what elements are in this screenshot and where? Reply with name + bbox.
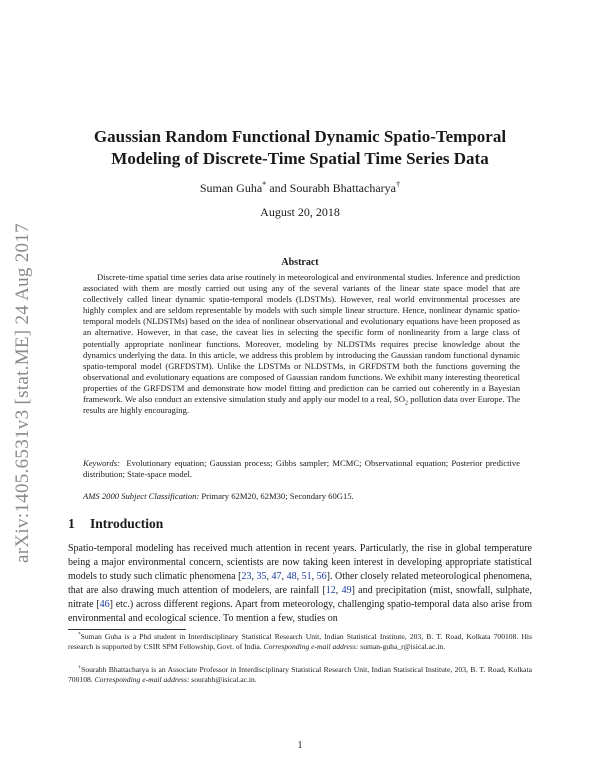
ams-text: Primary 62M20, 62M30; Secondary 60G15.: [201, 491, 354, 501]
arxiv-stamp-text: arXiv:1405.6531v3 [stat.ME] 24 Aug 2017: [12, 223, 33, 563]
citation-link[interactable]: 47: [271, 571, 282, 583]
paper-date: August 20, 2018: [260, 205, 340, 219]
abstract-text: [83, 272, 520, 416]
section-number: 1: [68, 516, 75, 531]
keywords-label: Keywords:: [83, 458, 120, 468]
author-2-mark: †: [395, 180, 401, 189]
author-1: Suman Guha: [199, 181, 263, 195]
section-heading: [68, 516, 163, 532]
citation-link[interactable]: 23: [241, 571, 252, 583]
intro-text-4: ] etc.) across different regions. Apart from meteorology, challenging spatio-temporal data also arise from environmental and ecological science. To mention a few, studies on: [68, 599, 533, 625]
authors-line: [60, 181, 540, 196]
citation-link[interactable]: 56: [316, 571, 327, 583]
footnote-2-mark: †: [78, 664, 82, 671]
keywords: [83, 458, 520, 480]
footnote-1-email[interactable]: suman-guha_r@isical.ac.in.: [360, 642, 446, 652]
ams-classification: [83, 491, 354, 502]
intro-text-1: Spatio-temporal modeling has received much attention in recent years. Particularly, the rise in global temperature being a major environmental concern, scientists are now taking keen interest in developing appropriate statistical models to study such climatic phenomena [: [68, 543, 532, 583]
abstract-text-b: pollution data over Europe. The results are highly encouraging.: [83, 394, 521, 416]
intro-paragraph: Spatio-temporal modeling has received much attention in recent years. Particularly, the rise in global temperature being a major environmental concern, scientists are now taking keen interest in developing appropriate statistical models to study such climatic phenomena [23, 35, 47, 48, 51, 56]. Other closely related meteorological phenomena, that are also drawing much attention of modelers, are rainfall [12, 49] and precipitation (mist, snowfall, sulphate, nitrate [46] etc.) across different regions. Apart from meteorology, challenging spatio-temporal data also arise from environmental and ecological science. To mention a few, studies on: [68, 543, 533, 625]
footnote-rule: [68, 629, 186, 630]
author-2: Sourabh Bhattacharya: [289, 181, 396, 195]
footnote-1-mark: *: [78, 631, 81, 638]
footnote-1-text: Suman Guha is a Phd student in Interdisciplinary Statistical Research Unit, Indian Statistical Institute, 203, B. T. Road, Kolkata 700108. His research is supported by CSIR SPM Fellowship, Govt. of India.: [68, 632, 532, 652]
footnote-2-email[interactable]: sourabh@isical.ac.in.: [191, 675, 257, 685]
paper-title: Gaussian Random Functional Dynamic Spatio-Temporal Modeling of Discrete-Time Spatial Time Series Data: [93, 127, 507, 168]
page-number: 1: [297, 740, 303, 751]
abstract-text-a: Discrete-time spatial time series data arise routinely in meteorological and environmental studies. Inference and prediction associated with them are mostly carried out using any of the several variants of the linear state space model that are collectively called linear dynamic spatio-temporal models (LDSTMs). However, real world environmental processes are highly complex and are seldom representable by models with such simple linear structure. Hence, nonlinear dynamic spatio-temporal models (NLDSTMs) based on the idea of nonlinear observational and evolutionary equations have been proposed as an alternative. However, in that case, the caveat lies in selecting the specific form of nonlinearity from a large class of potentially appropriate nonlinear functions. Moreover, modeling by NLDSTMs requires precise knowledge about the dynamics underlying the data. In this article, we address this problem by introducing the Gaussian random functional dynamic spatio-temporal model (GRFDSTM). Unlike the LDSTMs or NLDSTMs, in GRFDSTM both the functions governing the observational and evolutionary equations are composed of Gaussian random functions. We exhibit many interesting theoretical properties of the GRFDSTM and demonstrate how model fitting and prediction can be carried out coherently in a Bayesian framework. We also conduct an extensive simulation study and apply our model to a real, SO: [83, 272, 520, 405]
arxiv-stamp: [14, 198, 32, 563]
ams-label: AMS 2000 Subject Classification:: [83, 491, 200, 501]
intro-text-2: ]. Other closely related meteorological phenomena, that are also drawing much attention of modelers, are rainfall [: [68, 571, 532, 597]
footnote-1: [68, 632, 532, 652]
citation-link[interactable]: 35: [256, 571, 267, 583]
citation-link[interactable]: 48: [286, 571, 297, 583]
footnote-2-email-label: Corresponding e-mail address:: [94, 675, 190, 685]
citation-link[interactable]: 51: [301, 571, 312, 583]
intro-text-3: ] and precipitation (mist, snowfall, sulphate, nitrate [: [68, 585, 532, 611]
so2-subscript: 2: [405, 400, 409, 407]
author-joiner: and: [266, 181, 290, 195]
citation-link[interactable]: 49: [341, 585, 352, 597]
footnote-1-email-label: Corresponding e-mail address:: [263, 642, 359, 652]
abstract-heading: Abstract: [281, 257, 319, 268]
section-title: Introduction: [90, 516, 164, 531]
footnote-2: [68, 665, 532, 685]
keywords-text: Evolutionary equation; Gaussian process; Gibbs sampler; MCMC; Observational equation; Posterior predictive distribution; State-space model.: [83, 458, 520, 480]
citation-link[interactable]: 46: [99, 599, 110, 611]
author-1-mark: *: [262, 180, 267, 189]
footnote-2-text: Sourabh Bhattacharya is an Associate Professor in Interdisciplinary Statistical Research Unit, Indian Statistical Institute, 203, B. T. Road, Kolkata 700108.: [68, 665, 533, 685]
citation-link[interactable]: 12: [325, 585, 336, 597]
